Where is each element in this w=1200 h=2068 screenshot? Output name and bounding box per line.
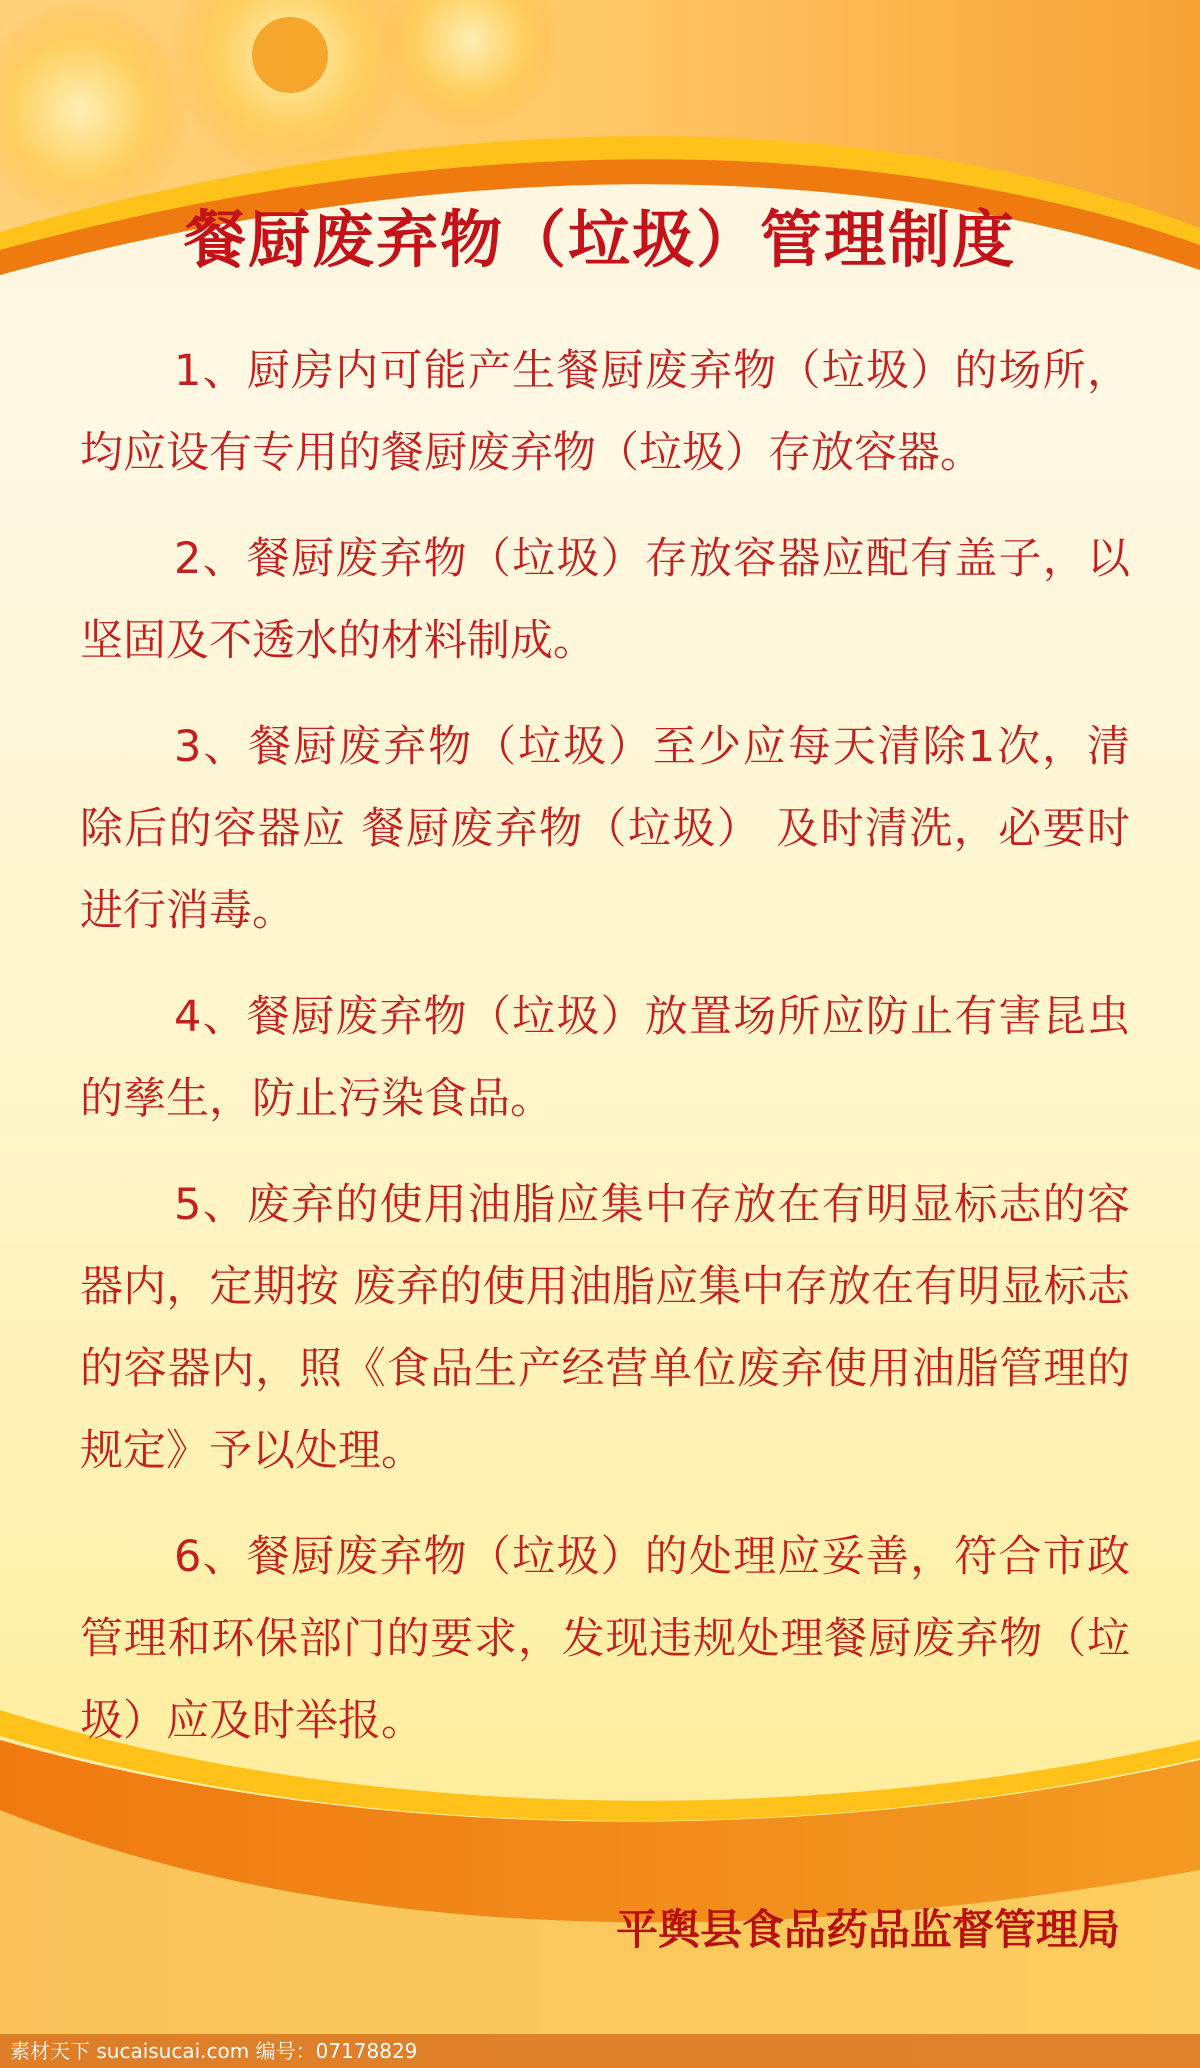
rule-item: 6、餐厨废弃物（垃圾）的处理应妥善，符合市政管理和环保部门的要求，发现违规处理餐厨废弃物（垃圾）应及时举报。 [80,1532,1130,1746]
rules-list [80,330,1130,1786]
page-title: 餐厨废弃物（垃圾）管理制度 [183,203,1016,276]
rule-item: 2、餐厨废弃物（垃圾）存放容器应配有盖子，以坚固及不透水的材料制成。 [80,534,1130,666]
rule-item: 3、餐厨废弃物（垃圾）至少应每天清除1次，清除后的容器应 餐厨废弃物（垃圾） 及时清洗，必要时进行消毒。 [80,722,1130,936]
issuing-authority: 平舆县食品药品监督管理局 [615,1905,1120,1954]
watermark-bar: 素材天下 sucaisucai.com 编号：07178829 [0,2034,1200,2068]
rule-item: 1、厨房内可能产生餐厨废弃物（垃圾）的场所，均应设有专用的餐厨废弃物（垃圾）存放容器。 [80,346,1130,478]
rule-item: 4、餐厨废弃物（垃圾）放置场所应防止有害昆虫的孳生，防止污染食品。 [80,992,1130,1124]
rule-item: 5、废弃的使用油脂应集中存放在有明显标志的容器内，定期按 废弃的使用油脂应集中存放在有明显标志的容器内，照《食品生产经营单位废弃使用油脂管理的规定》予以处理。 [80,1180,1130,1476]
